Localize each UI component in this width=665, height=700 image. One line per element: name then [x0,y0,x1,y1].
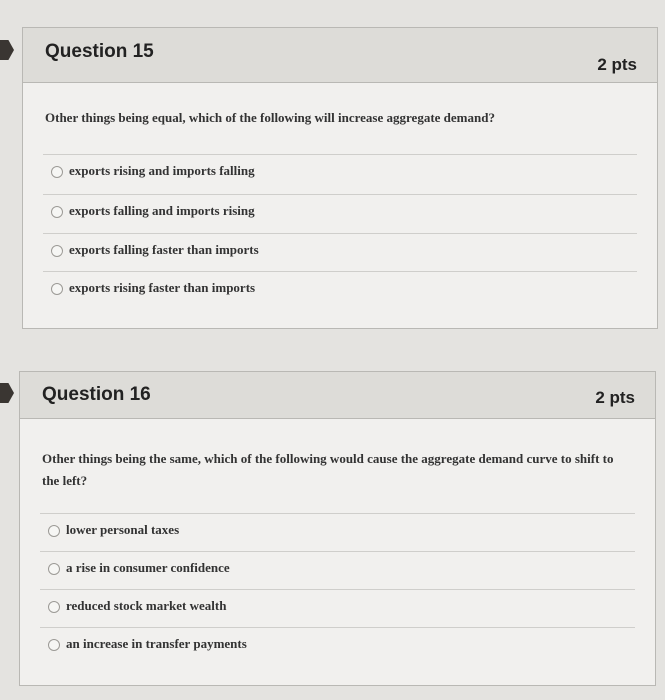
question-15-card [22,27,658,329]
radio-button[interactable] [51,283,63,295]
radio-button[interactable] [51,206,63,218]
answer-option[interactable] [43,154,637,192]
question-16-marker [0,383,14,403]
answer-label[interactable]: lower personal taxes [66,522,180,537]
question-16-header [20,372,655,419]
question-title: Question 15 [45,41,154,62]
answer-option[interactable] [40,589,635,627]
question-points: 2 pts [597,55,637,74]
radio-button[interactable] [51,166,63,178]
radio-button[interactable] [51,245,63,257]
radio-button[interactable] [48,601,60,613]
question-15-header [23,28,657,83]
answer-label[interactable]: an increase in transfer payments [66,636,247,651]
answer-option[interactable] [43,233,637,271]
radio-button[interactable] [48,563,60,575]
question-points: 2 pts [595,388,635,407]
answer-option[interactable] [40,627,635,665]
question-title: Question 16 [42,384,151,405]
radio-button[interactable] [48,639,60,651]
question-15-marker [0,40,14,60]
answer-option[interactable] [40,551,635,589]
answer-option[interactable] [40,513,635,551]
radio-button[interactable] [48,525,60,537]
question-16-card [19,371,656,686]
answer-label[interactable]: exports falling faster than imports [69,242,259,257]
question-prompt: Other things being equal, which of the following will increase aggregate demand? [45,110,495,125]
answer-label[interactable]: exports rising and imports falling [69,163,255,178]
answer-label[interactable]: exports falling and imports rising [69,203,255,218]
answer-label[interactable]: reduced stock market wealth [66,598,227,613]
answer-option[interactable] [43,271,637,309]
answer-option[interactable] [43,194,637,232]
answer-label[interactable]: a rise in consumer confidence [66,560,230,575]
answer-label[interactable]: exports rising faster than imports [69,280,256,295]
question-prompt: Other things being the same, which of the following would cause the aggregate demand curve to shift to the left? [42,451,614,488]
